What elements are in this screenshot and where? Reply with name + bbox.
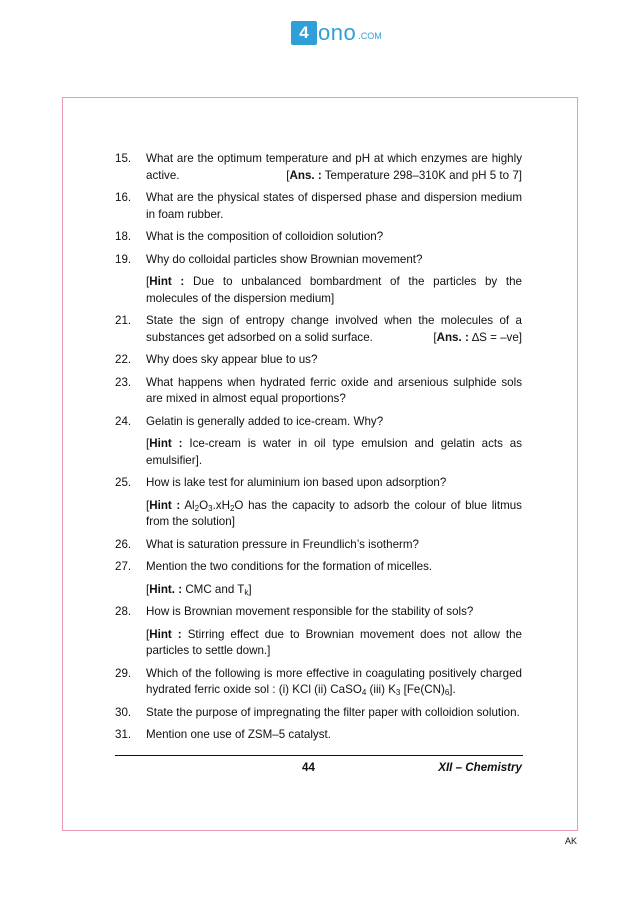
question-number: 29. <box>115 666 132 680</box>
question-number: 31. <box>115 728 132 741</box>
logo-number: 4 <box>291 21 317 45</box>
question-28 <box>115 604 522 660</box>
question-text: What happens when hydrated ferric oxide and arsenious sulphide sols are mixed in almost equal proportions? <box>146 375 522 405</box>
question-number: 18. <box>115 230 132 243</box>
question-text: Why does sky appear blue to us? <box>146 353 318 366</box>
hint-label: Hint : <box>149 498 181 512</box>
question-number: 25. <box>115 476 132 489</box>
question-number: 21. <box>115 314 132 327</box>
logo-suffix: .COM <box>358 31 382 41</box>
hint: [Hint : Due to unbalanced bombardment of the particles by the molecules of the dispersion medium] <box>146 275 522 305</box>
hint-text: Ice-cream is water in oil type emulsion and gelatin acts as emulsifier]. <box>146 437 523 467</box>
answer-text: Temperature 298–310K and pH 5 to 7] <box>324 168 522 182</box>
question-text: What is the composition of colloidion solution? <box>146 230 384 243</box>
footer-title: XII – Chemistry <box>438 761 522 774</box>
hint-text: Stirring effect due to Brownian movement does not allow the particles to settle down.] <box>146 627 522 657</box>
question-number: 19. <box>115 252 132 266</box>
question-list <box>115 151 522 750</box>
question-text: What is saturation pressure in Freundlich’s isotherm? <box>146 537 420 551</box>
question-18 <box>115 229 522 246</box>
hint: [Hint : Stirring effect due to Brownian movement does not allow the particles to settle down.] <box>146 627 522 657</box>
question-21 <box>115 313 522 346</box>
page-number: 44 <box>302 761 315 774</box>
site-logo <box>291 20 382 46</box>
question-24 <box>115 414 522 470</box>
question-number: 15. <box>115 152 132 165</box>
question-text: State the purpose of impregnating the filter paper with colloidion solution. <box>146 705 520 719</box>
question-text: What are the physical states of dispersed phase and dispersion medium in foam rubber. <box>146 191 522 221</box>
question-number: 27. <box>115 560 132 573</box>
hint: [Hint : Ice-cream is water in oil type emulsion and gelatin acts as emulsifier]. <box>146 437 523 467</box>
hint: [Hint : $Al_2O_3.xH_2O$ has the capacity to adsorb the colour of blue litmus from the solution] <box>146 498 522 528</box>
question-19 <box>115 252 522 308</box>
hint-text: CMC and $T_k$] <box>185 582 252 597</box>
question-number: 26. <box>115 537 132 551</box>
question-text: How is lake test for aluminium ion based upon adsorption? [Hint : $Al_2O_3.xH_2O$ has the capacity to adsorb the colour of blue litmus from the solution] <box>146 475 522 531</box>
question-text: What are the optimum temperature and pH at which enzymes are highly active. [Ans. : Temperature 298–310K and pH 5 to 7] <box>146 151 522 184</box>
hint-label: Hint. : <box>149 582 183 596</box>
hint: [Hint. : CMC and $T_k$] <box>146 582 252 597</box>
question-text: Mention the two conditions for the formation of micelles. [Hint. : CMC and $T_k$] <box>146 559 522 598</box>
question-22 <box>115 352 522 369</box>
question-25 <box>115 475 522 531</box>
hint-formula: $Al_2O_3.xH_2O$ <box>184 498 244 513</box>
question-29 <box>115 666 522 699</box>
question-number: 16. <box>115 191 132 204</box>
answer-text: ∆S = –ve] <box>472 330 522 344</box>
hint-text: Due to unbalanced bombardment of the particles by the molecules of the dispersion medium] <box>146 275 522 305</box>
hint-text: has the capacity to adsorb the colour of blue litmus from the solution] <box>146 498 522 528</box>
question-26 <box>115 537 522 554</box>
footer-divider <box>115 755 523 756</box>
question-number: 23. <box>115 375 132 389</box>
question-27 <box>115 559 522 598</box>
question-number: 24. <box>115 414 132 428</box>
question-number: 30. <box>115 705 132 719</box>
question-text: Why do colloidal particles show Brownian movement? [Hint : Due to unbalanced bombardment of the particles by the molecules of the dispersion medium] <box>146 252 522 308</box>
question-text: How is Brownian movement responsible for the stability of sols? [Hint : Stirring effect due to Brownian movement does not allow the particles to settle down.] <box>146 604 522 660</box>
answer-label: Ans. : <box>436 330 469 344</box>
question-text: Mention one use of ZSM–5 catalyst. <box>146 728 331 741</box>
question-text: Gelatin is generally added to ice-cream. Why? [Hint : Ice-cream is water in oil type emulsion and gelatin acts as emulsifier]. <box>146 414 522 470</box>
answer: [Ans. : Temperature 298–310K and pH 5 to 7] <box>286 168 522 182</box>
question-number: 22. <box>115 353 132 366</box>
logo-text: ono <box>318 20 357 45</box>
question-30 <box>115 705 522 722</box>
question-text: State the sign of entropy change involved when the molecules of a substances get adsorbed on a solid surface. [Ans. : ∆S = –ve] <box>146 313 522 346</box>
question-number: 28. <box>115 605 132 618</box>
answer: [Ans. : ∆S = –ve] <box>433 330 522 344</box>
question-16 <box>115 190 522 223</box>
question-31 <box>115 727 522 744</box>
question-23 <box>115 375 522 408</box>
answer-label: Ans. : <box>289 168 322 182</box>
question-15 <box>115 151 522 184</box>
question-text: Which of the following is more effective in coagulating positively charged hydrated ferric oxide sol : (i) KCl (ii) CaSO$_4$ (iii) $K_3$ $[Fe(CN)_6]$. <box>146 666 522 697</box>
hint-label: Hint : <box>149 627 182 641</box>
hint-label: Hint : <box>149 275 185 288</box>
hint-label: Hint : <box>149 437 183 450</box>
corner-mark: AK <box>565 836 578 846</box>
